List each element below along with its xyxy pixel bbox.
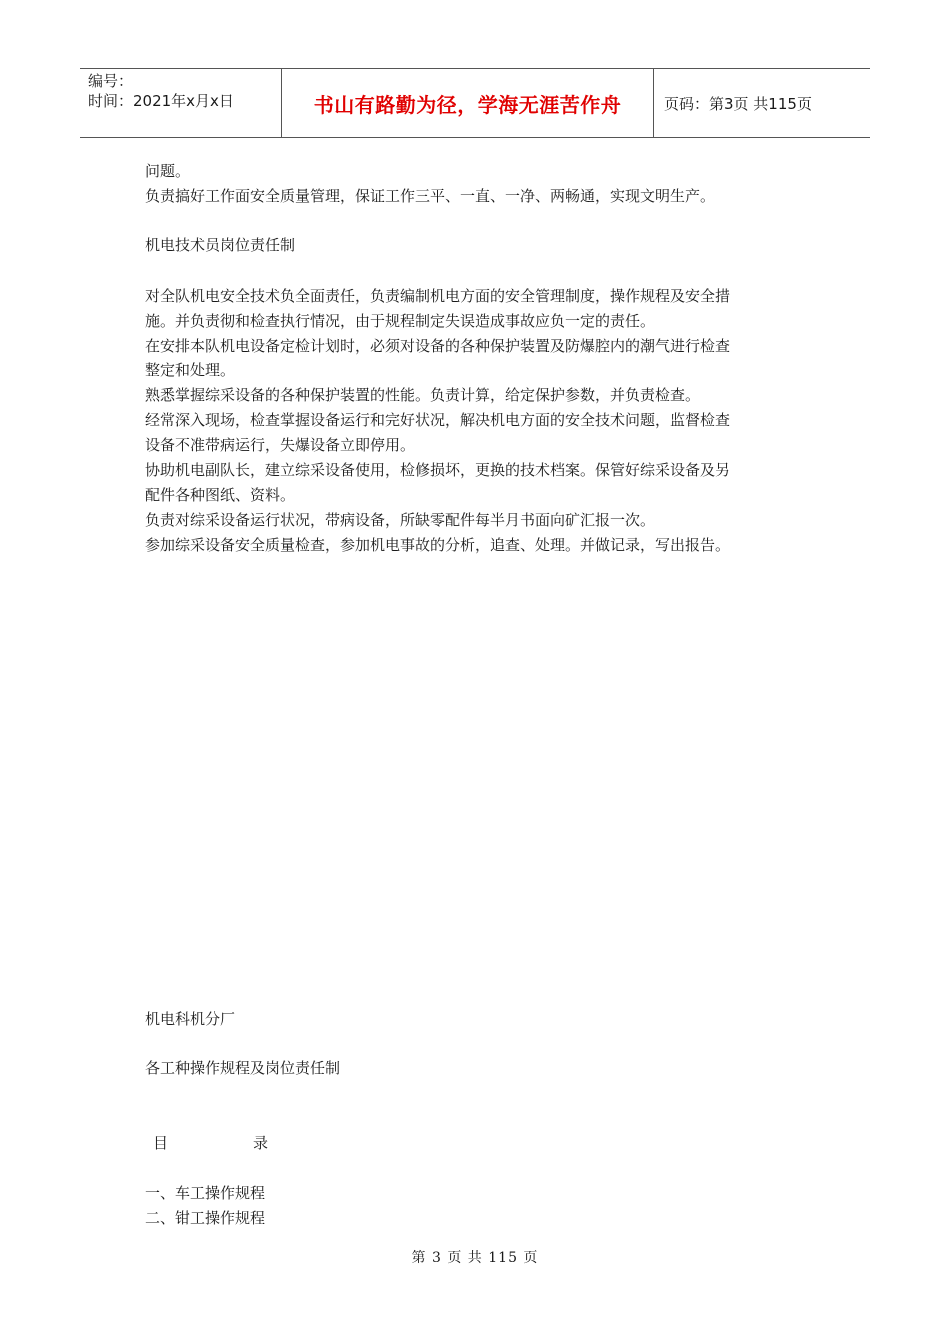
body-line: 协助机电副队长，建立综采设备使用，检修损坏，更换的技术档案。保管好综采设备及另 <box>145 461 731 479</box>
factory-name: 机电科机分厂 <box>145 1010 236 1028</box>
toc-heading-first: 目 <box>153 1134 169 1152</box>
header-motto: 书山有路勤为径，学海无涯苦作舟 <box>282 69 654 137</box>
body-line: 经常深入现场，检查掌握设备运行和完好状况，解决机电方面的安全技术问题，监督检查 <box>145 411 731 429</box>
document-title: 各工种操作规程及岗位责任制 <box>145 1059 341 1077</box>
body-line: 参加综采设备安全质量检查，参加机电事故的分析，追查、处理。并做记录，写出报告。 <box>145 536 731 554</box>
document-number: 编号： <box>88 72 134 90</box>
toc-item: 一、车工操作规程 <box>145 1184 266 1202</box>
page-footer: 第 3 页 共 115 页 <box>411 1250 539 1266</box>
body-line: 设备不准带病运行，失爆设备立即停用。 <box>145 436 416 454</box>
body-line: 在安排本队机电设备定检计划时，必须对设备的各种保护装置及防爆腔内的潮气进行检查 <box>145 337 731 355</box>
body-line: 熟悉掌握综采设备的各种保护装置的性能。负责计算，给定保护参数，并负责检查。 <box>145 386 701 404</box>
body-line: 负责搞好工作面安全质量管理，保证工作三平、一直、一净、两畅通，实现文明生产。 <box>145 187 716 205</box>
toc-heading-second: 录 <box>253 1134 269 1152</box>
body-line: 问题。 <box>145 162 191 180</box>
page-header <box>80 68 870 138</box>
header-meta <box>80 69 282 137</box>
body-line: 施。并负责彻和检查执行情况，由于规程制定失误造成事故应负一定的责任。 <box>145 312 656 330</box>
toc-item: 二、钳工操作规程 <box>145 1209 266 1227</box>
document-date: 时间：2021年x月x日 <box>88 92 234 110</box>
body-line: 整定和处理。 <box>145 361 236 379</box>
body-line: 负责对综采设备运行状况，带病设备，所缺零配件每半月书面向矿汇报一次。 <box>145 511 656 529</box>
section-heading: 机电技术员岗位责任制 <box>145 236 296 254</box>
header-page-info: 页码：第3页 共115页 <box>664 94 812 113</box>
body-line: 对全队机电安全技术负全面责任，负责编制机电方面的安全管理制度，操作规程及安全措 <box>145 287 731 305</box>
body-line: 配件各种图纸、资料。 <box>145 486 296 504</box>
